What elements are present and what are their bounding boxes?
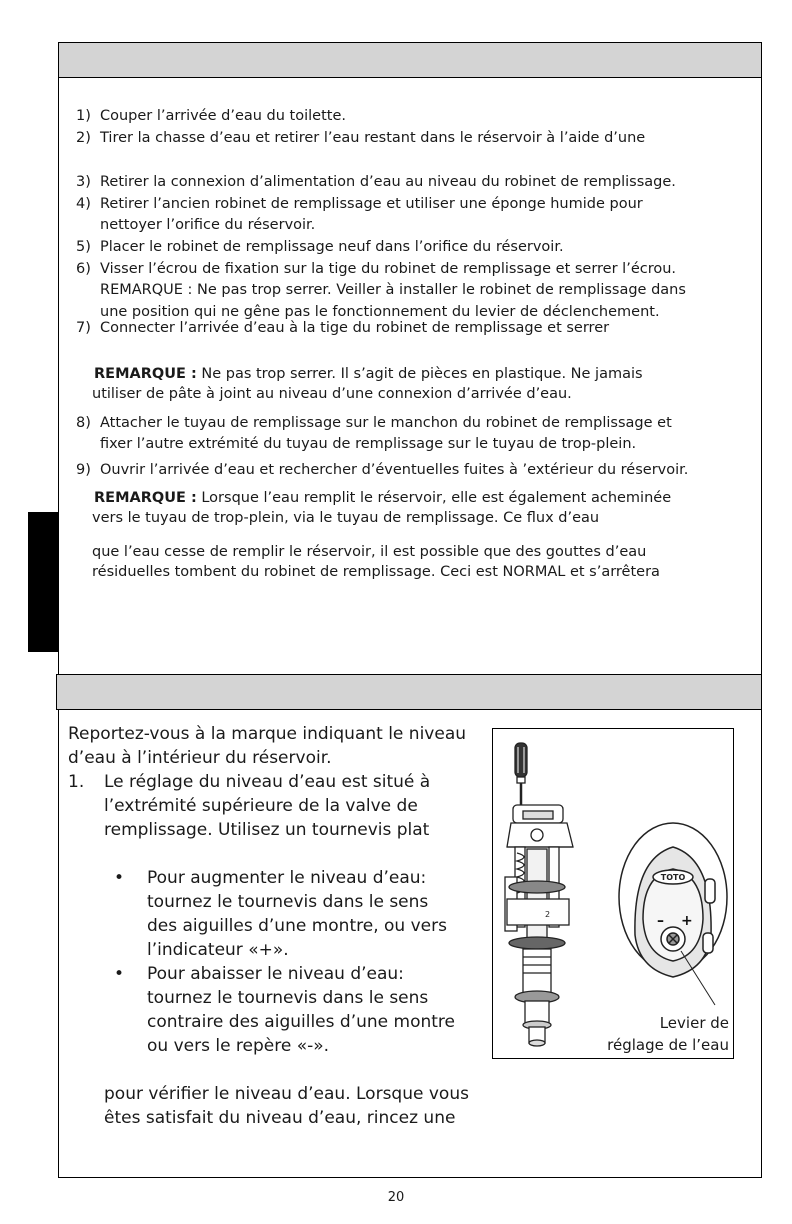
section-header-bar (58, 42, 762, 78)
bullet: • (114, 964, 125, 984)
note-2: REMARQUE : Lorsque l’eau remplit le réservoir, elle est également acheminée (94, 490, 672, 506)
step-text: Ouvrir l’arrivée d’eau et rechercher d’éventuelles fuites à ’extérieur du réservoir. (100, 462, 689, 478)
step-note-text: une position qui ne gêne pas le fonctionnement du levier de déclenchement. (100, 304, 660, 320)
fill-valve-drawing (493, 729, 733, 1058)
language-side-tab (28, 512, 58, 652)
step-text: Attacher le tuyau de remplissage sur le manchon du robinet de remplissage et (100, 415, 672, 431)
screwdriver-icon (515, 743, 527, 805)
step-text: Retirer l’ancien robinet de remplissage et utiliser une éponge humide pour (100, 196, 643, 212)
valve-head (507, 805, 573, 847)
step-note-text: REMARQUE : Ne pas trop serrer. Veiller à installer le robinet de remplissage dans (100, 282, 686, 298)
step-text: Visser l’écrou de fixation sur la tige du robinet de remplissage et serrer l’écrou. (100, 261, 677, 277)
svg-text:TOTO: TOTO (660, 873, 686, 882)
figure-caption: Levier de réglage de l’eau (607, 1014, 729, 1054)
fill-valve-illustration (492, 728, 734, 1059)
note-label: REMARQUE : (94, 366, 197, 382)
step-text: Placer le robinet de remplissage neuf dans l’orifice du réservoir. (100, 239, 564, 255)
step-text: nettoyer l’orifice du réservoir. (100, 217, 316, 233)
step-text: Tirer la chasse d’eau et retirer l’eau restant dans le réservoir à l’aide d’une (100, 130, 646, 146)
svg-text:+: + (681, 913, 693, 929)
svg-text:–: – (657, 913, 664, 929)
step-text: Couper l’arrivée d’eau du toilette. (100, 108, 346, 124)
intro-text: Reportez-vous à la marque indiquant le niveau (68, 724, 467, 744)
intro-text: d’eau à l’intérieur du réservoir. (68, 748, 332, 768)
step-text: fixer l’autre extrémité du tuyau de remplissage sur le tuyau de trop-plein. (100, 436, 637, 452)
svg-text:2: 2 (545, 910, 551, 919)
note-1: REMARQUE : Ne pas trop serrer. Il s’agit de pièces en plastique. Ne jamais (94, 366, 643, 382)
step-text: Connecter l’arrivée d’eau à la tige du robinet de remplissage et serrer (100, 320, 610, 336)
note-1-cont: utiliser de pâte à joint au niveau d’une connexion d’arrivée d’eau. (92, 386, 572, 402)
step-text: Retirer la connexion d’alimentation d’eau au niveau du robinet de remplissage. (100, 174, 676, 190)
page-number: 20 (387, 1190, 405, 1205)
bullet: • (114, 868, 125, 888)
adjustment-zoom (619, 823, 727, 1005)
section-header-bar-2 (56, 674, 762, 710)
list-number: 1. (68, 772, 85, 792)
note-label: REMARQUE : (94, 490, 197, 506)
valve-body (505, 847, 569, 1046)
